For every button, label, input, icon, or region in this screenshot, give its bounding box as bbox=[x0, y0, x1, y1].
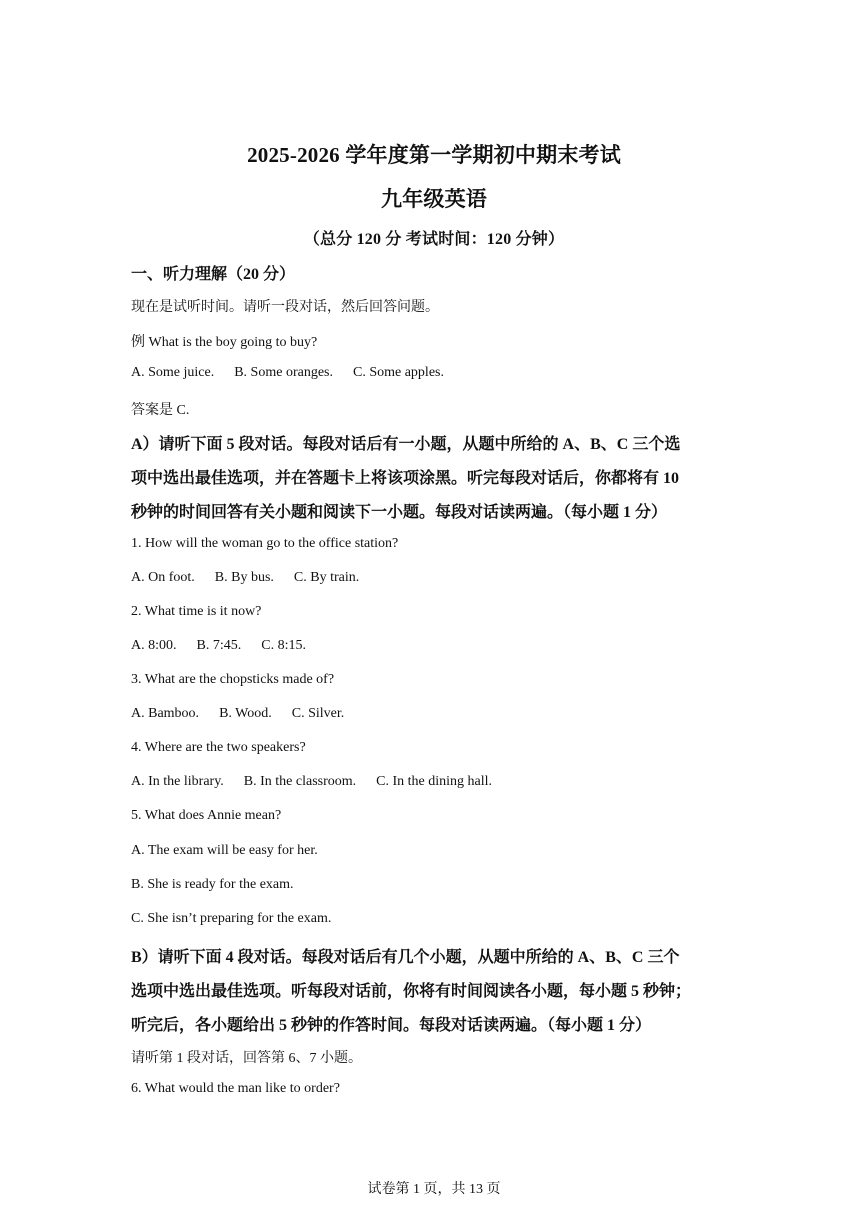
partA-instruction-line: 项中选出最佳选项，并在答题卡上将该项涂黑。听完每段对话后，你都将有 10 bbox=[131, 470, 680, 487]
option: A. On foot. bbox=[131, 570, 195, 585]
option: C. By train. bbox=[293, 570, 360, 585]
exam-title: 2025-2026 学年度第一学期初中期末考试 bbox=[247, 143, 621, 167]
option: A. In the library. bbox=[131, 774, 224, 789]
option: B. Some oranges. bbox=[234, 365, 333, 380]
option: B. In the classroom. bbox=[243, 774, 357, 789]
option: C. 8:15. bbox=[261, 638, 306, 653]
question-6: 6. What would the man like to order? bbox=[131, 1081, 340, 1096]
question-5-option-c: C. She isn’t preparing for the exam. bbox=[131, 911, 332, 926]
partB-instruction-line: 选项中选出最佳选项。听每段对话前，你将有时间阅读各小题，每小题 5 秒钟； bbox=[131, 983, 692, 1000]
option: B. Wood. bbox=[219, 706, 272, 721]
question-3-options bbox=[131, 706, 344, 722]
page-footer: 试卷第 1 页，共 13 页 bbox=[367, 1182, 501, 1197]
example-question: 例 What is the boy going to buy? bbox=[131, 335, 318, 350]
score-info: （总分 120 分 考试时间：120 分钟） bbox=[303, 231, 565, 248]
option: C. Some apples. bbox=[352, 365, 444, 380]
exam-subject: 九年级英语 bbox=[381, 187, 487, 211]
option: C. Silver. bbox=[291, 706, 345, 721]
partB-instruction-line: 听完后，各小题给出 5 秒钟的作答时间。每段对话读两遍。（每小题 1 分） bbox=[131, 1017, 652, 1034]
partA-instruction-line: 秒钟的时间回答有关小题和阅读下一小题。每段对话读两遍。（每小题 1 分） bbox=[131, 504, 668, 521]
example-options bbox=[131, 365, 444, 381]
option: A. Some juice. bbox=[131, 365, 215, 380]
question-1-options bbox=[131, 570, 359, 586]
question-5-option-b: B. She is ready for the exam. bbox=[131, 877, 294, 892]
question-4: 4. Where are the two speakers? bbox=[131, 740, 306, 755]
partB-instruction-line: B）请听下面 4 段对话。每段对话后有几个小题，从题中所给的 A、B、C 三个 bbox=[131, 949, 680, 966]
option: A. Bamboo. bbox=[131, 706, 200, 721]
trial-intro: 现在是试听时间。请听一段对话，然后回答问题。 bbox=[131, 300, 439, 315]
option: A. 8:00. bbox=[131, 638, 177, 653]
section-heading: 一、听力理解（20 分） bbox=[131, 266, 296, 283]
question-2-options bbox=[131, 638, 306, 654]
question-5: 5. What does Annie mean? bbox=[131, 808, 282, 823]
question-4-options bbox=[131, 774, 492, 790]
option: B. 7:45. bbox=[196, 638, 242, 653]
question-3: 3. What are the chopsticks made of? bbox=[131, 672, 335, 687]
option: C. In the dining hall. bbox=[376, 774, 493, 789]
question-1: 1. How will the woman go to the office station? bbox=[131, 536, 399, 551]
partA-instruction-line: A）请听下面 5 段对话。每段对话后有一小题，从题中所给的 A、B、C 三个选 bbox=[131, 436, 681, 453]
question-5-option-a: A. The exam will be easy for her. bbox=[131, 843, 318, 858]
example-answer: 答案是 C. bbox=[131, 403, 190, 418]
option: B. By bus. bbox=[214, 570, 274, 585]
question-2: 2. What time is it now? bbox=[131, 604, 262, 619]
dialogue-1-intro: 请听第 1 段对话，回答第 6、7 小题。 bbox=[131, 1051, 362, 1066]
